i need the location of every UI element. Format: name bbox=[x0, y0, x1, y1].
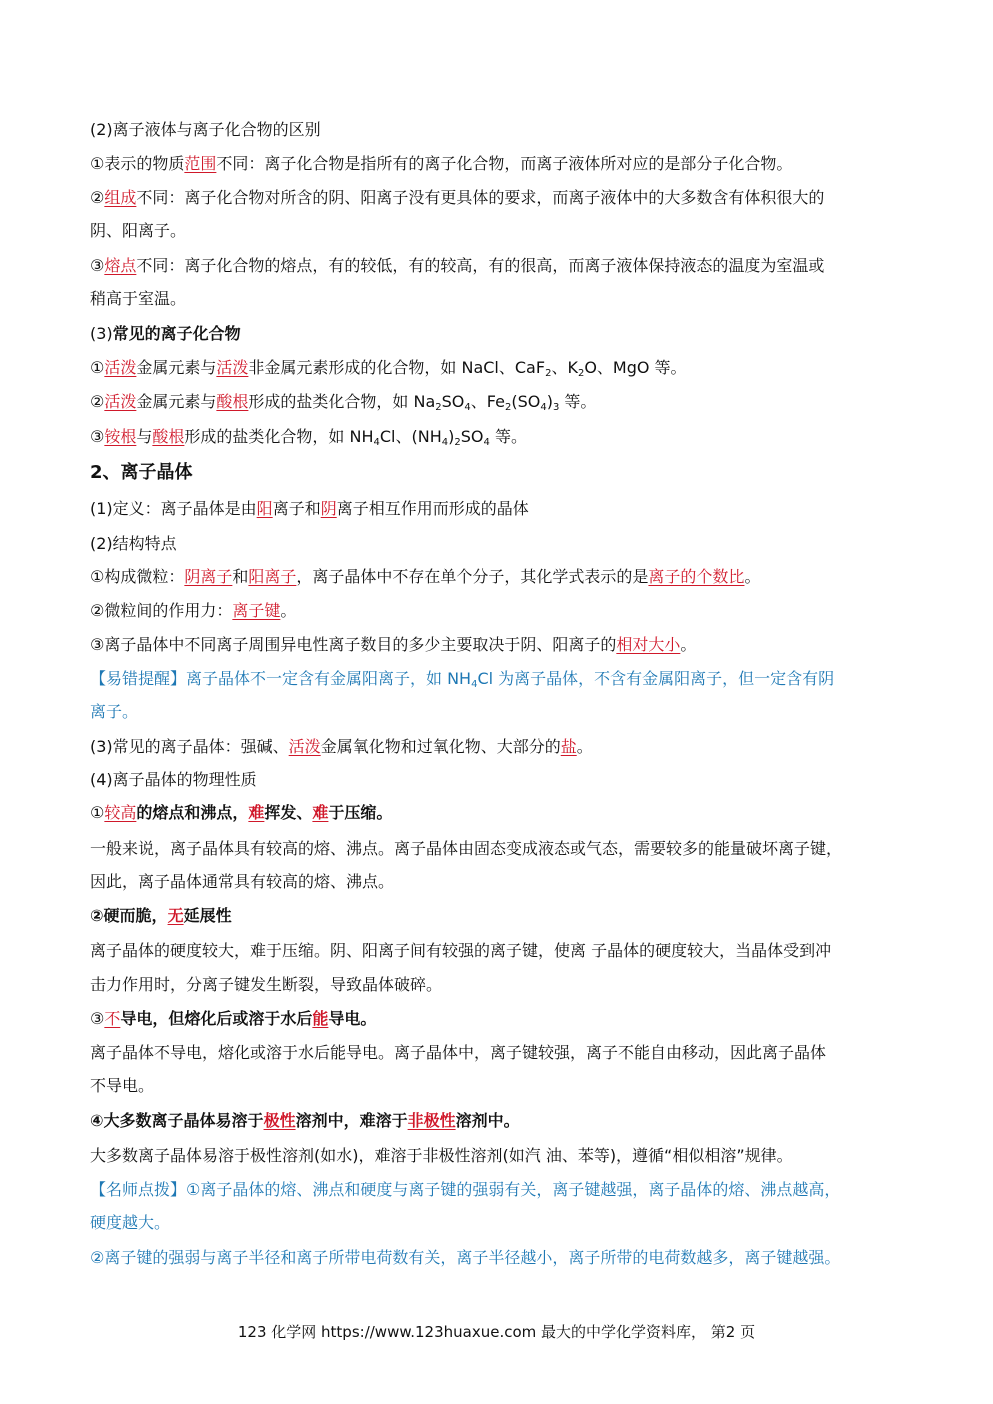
text-line bbox=[90, 463, 193, 483]
text-segment: 、K bbox=[551, 358, 578, 377]
text-segment: SO bbox=[441, 392, 465, 411]
subscript: 3 bbox=[552, 402, 560, 413]
highlighted-term: 阳离子 bbox=[248, 567, 297, 586]
text-line bbox=[90, 1248, 840, 1268]
text-line bbox=[90, 737, 593, 757]
text-segment: ②离子键的强弱与离子半径和离子所带电荷数有关，离子半径越小，离子所带的电荷数越多，离子键越强。 bbox=[90, 1248, 841, 1267]
text-segment: 离子和 bbox=[272, 499, 321, 518]
text-line bbox=[90, 324, 241, 344]
text-segment: Cl 为离子晶体，不含有金属阳离子，但一定含有阴 bbox=[477, 669, 835, 688]
text-segment: 于压缩。 bbox=[328, 803, 393, 822]
text-segment: ，离子晶体中不存在单个分子，其化学式表示的是 bbox=[296, 567, 649, 586]
subscript: 2 bbox=[504, 402, 512, 413]
text-segment: ①构成微粒： bbox=[90, 567, 185, 586]
text-segment: 形成的盐类化合物，如 Na bbox=[248, 392, 436, 411]
text-segment: ②硬而脆， bbox=[90, 906, 168, 925]
text-segment: (2)离子液体与离子化合物的区别 bbox=[90, 120, 321, 139]
text-line bbox=[90, 1043, 826, 1063]
subscript: 4 bbox=[471, 679, 478, 690]
text-segment: 等。 bbox=[489, 427, 527, 446]
text-line bbox=[90, 499, 529, 519]
highlighted-term: 盐 bbox=[560, 737, 577, 756]
highlighted-term: 活泼 bbox=[216, 358, 249, 377]
text-segment: (4)离子晶体的物理性质 bbox=[90, 770, 257, 789]
text-segment: 和 bbox=[232, 567, 249, 586]
subscript: 4 bbox=[483, 437, 490, 448]
highlighted-term: 极性 bbox=[263, 1111, 296, 1130]
text-segment: 2、离子晶体 bbox=[90, 462, 193, 483]
text-line bbox=[90, 221, 186, 241]
subscript: 4 bbox=[373, 437, 380, 448]
text-segment: 【易错提醒】离子晶体不一定含有金属阳离子，如 NH bbox=[90, 669, 472, 688]
text-segment: 击力作用时，分离子键发生断裂，导致晶体破碎。 bbox=[90, 975, 443, 994]
text-segment: 一般来说，离子晶体具有较高的熔、沸点。离子晶体由固态变成液态或气态，需要较多的能量破坏离子键， bbox=[90, 839, 843, 858]
text-segment: ) bbox=[448, 427, 455, 446]
text-segment: ③ bbox=[90, 1009, 105, 1028]
text-segment: 的熔点和沸点， bbox=[136, 803, 249, 822]
text-segment: (SO bbox=[511, 392, 541, 411]
subscript: 4 bbox=[441, 437, 449, 448]
text-segment: 离子相互作用而形成的晶体 bbox=[336, 499, 529, 518]
highlighted-term: 活泼 bbox=[288, 737, 321, 756]
text-segment: SO bbox=[460, 427, 484, 446]
text-line bbox=[90, 906, 232, 926]
text-line bbox=[90, 188, 824, 208]
text-line bbox=[90, 1180, 840, 1200]
text-line bbox=[90, 392, 596, 412]
text-line bbox=[90, 635, 696, 655]
text-line bbox=[90, 702, 138, 722]
text-segment: ① bbox=[90, 803, 105, 822]
text-segment: 。 bbox=[744, 567, 761, 586]
highlighted-term: 难 bbox=[312, 803, 329, 822]
text-line bbox=[90, 803, 392, 823]
highlighted-term: 难 bbox=[248, 803, 265, 822]
text-line bbox=[90, 289, 186, 309]
page-footer: 123 化学网 https://www.123huaxue.com 最大的中学化学资料库， 第2 页 bbox=[237, 1323, 756, 1341]
text-segment: 。 bbox=[280, 601, 297, 620]
text-segment: 。 bbox=[576, 737, 593, 756]
subscript: 2 bbox=[577, 368, 585, 379]
text-segment: 不同：离子化合物是指所有的离子化合物，而离子液体所对应的是部分子化合物。 bbox=[216, 154, 793, 173]
text-segment: 常见的离子化合物 bbox=[112, 324, 241, 343]
subscript: 2 bbox=[435, 402, 442, 413]
text-segment: 溶剂中，难溶于 bbox=[295, 1111, 408, 1130]
text-line bbox=[90, 975, 442, 995]
highlighted-term: 非极性 bbox=[407, 1111, 456, 1130]
text-segment: 硬度越大。 bbox=[90, 1213, 171, 1232]
text-line bbox=[90, 601, 296, 621]
text-segment: 形成的盐类化合物，如 NH bbox=[184, 427, 374, 446]
text-line bbox=[90, 1146, 793, 1166]
highlighted-term: 阴离子 bbox=[184, 567, 233, 586]
text-segment: 金属元素与 bbox=[136, 358, 217, 377]
text-segment: 离子晶体不导电，熔化或溶于水后能导电。离子晶体中，离子键较强，离子不能自由移动，因此离子晶体 bbox=[90, 1043, 827, 1062]
text-segment: (2)结构特点 bbox=[90, 534, 177, 553]
text-segment: (1)定义：离子晶体是由 bbox=[90, 499, 257, 518]
text-segment: 因此，离子晶体通常具有较高的熔、沸点。 bbox=[90, 872, 395, 891]
highlighted-term: 酸根 bbox=[216, 392, 249, 411]
text-line bbox=[90, 770, 257, 790]
text-segment: 与 bbox=[136, 427, 153, 446]
text-segment: 大多数离子晶体易溶于极性溶剂(如水)，难溶于非极性溶剂(如汽 油、苯等)，遵循“相似相溶”规律。 bbox=[90, 1146, 793, 1165]
text-line bbox=[90, 839, 842, 859]
text-line bbox=[90, 941, 831, 961]
highlighted-term: 酸根 bbox=[152, 427, 185, 446]
highlighted-term: 铵根 bbox=[104, 427, 137, 446]
highlighted-term: 较高 bbox=[104, 803, 137, 822]
text-segment: ③ bbox=[90, 427, 105, 446]
subscript: 4 bbox=[464, 402, 471, 413]
text-segment: ② bbox=[90, 188, 105, 207]
text-segment: (3) bbox=[90, 324, 113, 343]
text-segment: 离子。 bbox=[90, 702, 139, 721]
text-segment: 导电。 bbox=[328, 1009, 377, 1028]
highlighted-term: 不 bbox=[104, 1009, 121, 1028]
text-segment: 不同：离子化合物的熔点，有的较低，有的较高，有的很高，而离子液体保持液态的温度为室温或 bbox=[136, 256, 825, 275]
text-segment: Cl、(NH bbox=[379, 427, 442, 446]
text-segment: 不同：离子化合物对所含的阴、阳离子没有更具体的要求，而离子液体中的大多数含有体积很大的 bbox=[136, 188, 825, 207]
text-segment: ③离子晶体中不同离子周围异电性离子数目的多少主要取决于阴、阳离子的 bbox=[90, 635, 617, 654]
highlighted-term: 相对大小 bbox=[616, 635, 681, 654]
highlighted-term: 能 bbox=[312, 1009, 329, 1028]
text-segment: ①表示的物质 bbox=[90, 154, 185, 173]
text-segment: ① bbox=[90, 358, 105, 377]
text-segment: 阴、阳离子。 bbox=[90, 221, 187, 240]
text-segment: 稍高于室温。 bbox=[90, 289, 187, 308]
text-segment: 金属氧化物和过氧化物、大部分的 bbox=[320, 737, 561, 756]
text-line bbox=[90, 872, 394, 892]
text-segment: 等。 bbox=[559, 392, 597, 411]
text-segment: 延展性 bbox=[183, 906, 232, 925]
text-line bbox=[90, 120, 321, 140]
text-segment: 。 bbox=[680, 635, 697, 654]
text-segment: ③ bbox=[90, 256, 105, 275]
text-segment: 挥发、 bbox=[264, 803, 313, 822]
subscript: 4 bbox=[540, 402, 547, 413]
text-segment: ② bbox=[90, 392, 105, 411]
text-line bbox=[90, 1009, 376, 1029]
highlighted-term: 离子的个数比 bbox=[648, 567, 745, 586]
subscript: 2 bbox=[454, 437, 461, 448]
text-line bbox=[90, 1213, 170, 1233]
text-line bbox=[90, 358, 687, 378]
text-line bbox=[90, 154, 792, 174]
text-line bbox=[90, 1111, 520, 1131]
text-line bbox=[90, 427, 527, 447]
text-segment: ④大多数离子晶体易溶于 bbox=[90, 1111, 264, 1130]
text-segment: 【名师点拨】①离子晶体的熔、沸点和硬度与离子键的强弱有关，离子键越强，离子晶体的熔、沸点越高， bbox=[90, 1180, 841, 1199]
highlighted-term: 范围 bbox=[184, 154, 217, 173]
text-segment: ②微粒间的作用力： bbox=[90, 601, 233, 620]
text-line bbox=[90, 669, 834, 689]
text-segment: 导电，但熔化后或溶于水后 bbox=[120, 1009, 313, 1028]
highlighted-term: 组成 bbox=[104, 188, 137, 207]
text-segment: 、Fe bbox=[470, 392, 505, 411]
text-line bbox=[90, 534, 177, 554]
text-segment: 溶剂中。 bbox=[455, 1111, 520, 1130]
highlighted-term: 活泼 bbox=[104, 358, 137, 377]
text-segment: ) bbox=[546, 392, 553, 411]
text-line bbox=[90, 1076, 154, 1096]
subscript: 2 bbox=[545, 368, 552, 379]
text-segment: O、MgO 等。 bbox=[584, 358, 687, 377]
highlighted-term: 阴 bbox=[320, 499, 337, 518]
text-line bbox=[90, 567, 760, 587]
highlighted-term: 离子键 bbox=[232, 601, 281, 620]
text-segment: 非金属元素形成的化合物，如 NaCl、CaF bbox=[248, 358, 546, 377]
highlighted-term: 阳 bbox=[256, 499, 273, 518]
highlighted-term: 活泼 bbox=[104, 392, 137, 411]
highlighted-term: 无 bbox=[167, 906, 184, 925]
highlighted-term: 熔点 bbox=[104, 256, 137, 275]
text-segment: 金属元素与 bbox=[136, 392, 217, 411]
text-segment: 离子晶体的硬度较大，难于压缩。阴、阳离子间有较强的离子键，使离 子晶体的硬度较大，当晶体受到冲 bbox=[90, 941, 832, 960]
text-segment: 不导电。 bbox=[90, 1076, 155, 1095]
text-line bbox=[90, 256, 824, 276]
text-segment: (3)常见的离子晶体：强碱、 bbox=[90, 737, 289, 756]
